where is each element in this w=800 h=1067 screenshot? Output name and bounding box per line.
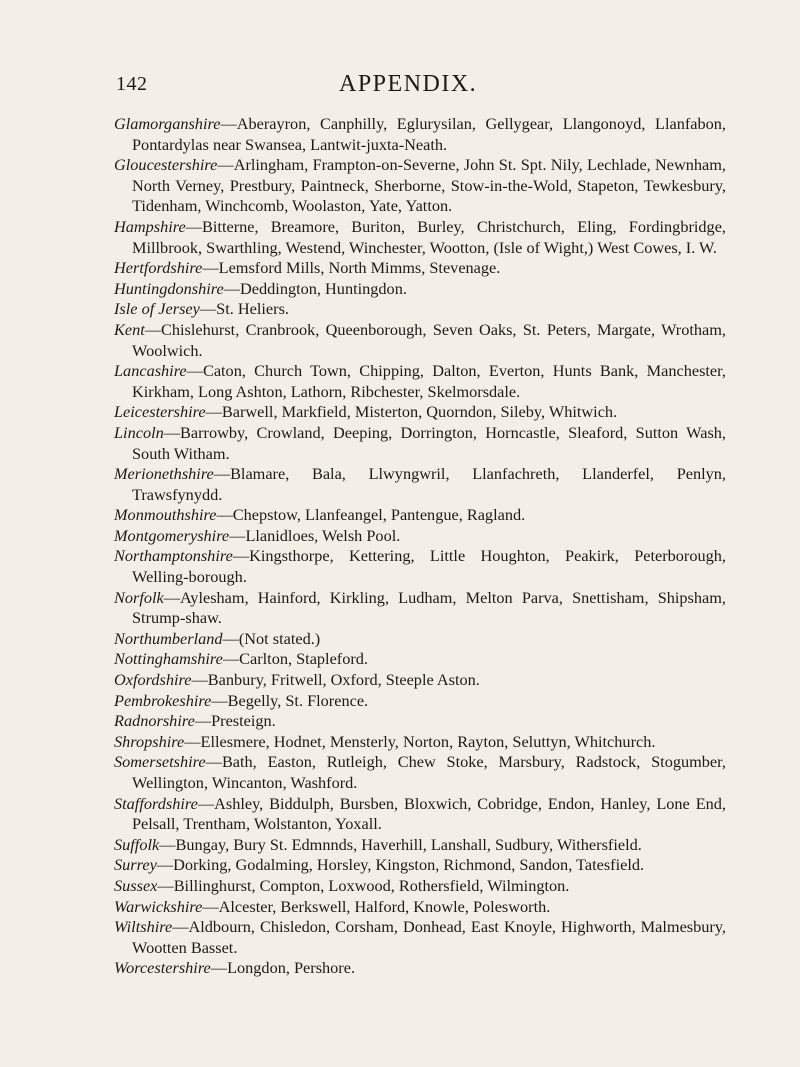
county-name: Sussex [114,875,158,895]
county-name: Merionethshire [114,464,214,484]
county-name: Warwickshire [114,896,203,916]
county-entry [114,588,726,629]
em-dash: — [220,114,237,133]
county-name: Lancashire [114,361,187,381]
place-list: Banbury, Fritwell, Oxford, Steeple Aston. [207,670,480,690]
county-entry [114,670,726,691]
place-list: Presteign. [211,711,276,731]
place-list: Lemsford Mills, North Mimms, Stevenage. [218,258,501,278]
place-list: Alcester, Berkswell, Halford, Knowle, Polesworth. [218,896,551,916]
county-entry [114,649,726,670]
place-list: Barwell, Markfield, Misterton, Quorndon, Sileby, Whitwich. [221,402,618,422]
county-name: Northamptonshire [114,546,233,566]
county-entry [114,732,726,753]
county-entry [114,958,726,979]
county-entry [114,320,726,361]
county-name: Norfolk [114,587,164,607]
place-list: Billinghurst, Compton, Loxwood, Rothersfield, Wilmington. [173,875,570,895]
county-name: Wiltshire [114,917,173,937]
county-entry [114,279,726,300]
em-dash: — [223,278,241,298]
county-entry [114,526,726,547]
page-title: APPENDIX. [339,71,478,97]
county-entry [114,114,726,155]
county-entry [114,629,726,650]
em-dash: — [205,752,222,772]
em-dash: — [159,834,176,854]
county-name: Kent [114,319,145,339]
county-name: Hampshire [114,216,186,236]
county-name: Huntingdonshire [114,278,224,298]
place-list: Aylesham, Hainford, Kirkling, Ludham, Melton Parva, Snettisham, Shipsham, Strump-shaw. [132,587,726,628]
county-name: Somersetshire [114,752,206,772]
em-dash: — [185,216,203,236]
place-list: Chepstow, Llanfeangel, Pantengue, Ragland. [232,505,526,525]
em-dash: — [184,731,201,751]
place-list: Bitterne, Breamore, Buriton, Burley, Christchurch, Eling, Fordingbridge, Millbrook, Swarthling, Westend, Winchester, Wootton, (Isle of Wight,) West Cowes, I. W. [132,216,726,257]
county-name: Worcestershire [114,958,211,978]
place-list: Carlton, Stapleford. [239,649,369,669]
em-dash: — [210,958,228,978]
em-dash: — [197,793,215,813]
county-name: Radnorshire [114,711,195,731]
county-name: Glamorganshire [114,114,221,133]
em-dash: — [202,258,219,278]
em-dash: — [157,875,174,895]
place-list: Aldbourn, Chisledon, Corsham, Donhead, East Knoyle, Highworth, Malmesbury, Wootten Basset. [132,917,726,957]
place-list: Dorking, Godalming, Horsley, Kingston, Richmond, Sandon, Tatesfield. [173,855,645,875]
county-entry [114,361,726,402]
em-dash: — [222,628,239,648]
county-name: Suffolk [114,834,160,854]
county-entry [114,423,726,464]
em-dash: — [205,402,222,422]
em-dash: — [229,525,246,545]
place-list: Ashley, Biddulph, Bursben, Bloxwich, Cobridge, Endon, Hanley, Lone End, Pelsall, Trentham, Wolstanton, Yoxall. [132,793,726,834]
place-list: Deddington, Huntingdon. [240,278,407,298]
place-list: Blamare, Bala, Llwyngwril, Llanfachreth, Llanderfel, Penlyn, Trawsfynydd. [132,464,726,504]
county-name: Shropshire [114,731,185,751]
em-dash: — [194,711,212,731]
county-name: Pembrokeshire [114,690,212,710]
county-name: Northumberland [114,628,223,648]
em-dash: — [186,361,203,381]
county-entry [114,258,726,279]
county-entry [114,794,726,835]
place-list: Bath, Easton, Rutleigh, Chew Stoke, Marsbury, Radstock, Stogumber, Wellington, Wincanton, Washford. [132,752,726,792]
place-list: Bungay, Bury St. Edmnnds, Haverhill, Lanshall, Sudbury, Withersfield. [175,834,642,854]
county-entry [114,711,726,732]
county-name: Leicestershire [114,402,206,422]
county-name: Staffordshire [114,793,198,813]
em-dash: — [163,422,181,442]
em-dash: — [216,505,233,525]
em-dash: — [222,649,240,669]
em-dash: — [163,587,181,607]
place-list: St. Heliers. [216,299,289,319]
place-list: Ellesmere, Hodnet, Mensterly, Norton, Rayton, Seluttyn, Whitchurch. [200,731,656,751]
em-dash: — [211,690,228,710]
place-list: Caton, Church Town, Chipping, Dalton, Everton, Hunts Bank, Manchester, Kirkham, Long Ashton, Lathorn, Ribchester, Skelmorsdale. [132,361,726,401]
county-name: Oxfordshire [114,670,192,690]
county-name: Nottinghamshire [114,649,223,669]
em-dash: — [172,917,189,937]
county-entry [114,505,726,526]
county-entry [114,217,726,258]
county-entry [114,299,726,320]
em-dash: — [232,546,250,566]
em-dash: — [199,299,217,319]
county-name: Lincoln [114,422,164,442]
county-name: Monmouthshire [114,505,217,525]
county-name: Gloucestershire [114,155,218,175]
running-head [116,73,740,103]
county-entry [114,917,726,958]
em-dash: — [191,670,208,690]
county-entry [114,691,726,712]
page-number: 142 [116,73,148,95]
place-list: Longdon, Pershore. [227,958,356,978]
place-list: Arlingham, Frampton-on-Severne, John St. Spt. Nily, Lechlade, Newnham, North Verney, Prestbury, Paintneck, Sherborne, Stow-in-the-Wold, Stapeton, Tewkesbury, Tidenham, Winchcomb, Woolaston, Yate, Yatton. [132,155,726,216]
place-list: (Not stated.) [238,628,321,648]
county-entry [114,402,726,423]
em-dash: — [156,855,174,875]
county-entry [114,855,726,876]
county-name: Montgomeryshire [114,525,230,545]
county-entry [114,876,726,897]
place-list: Begelly, St. Florence. [227,690,369,710]
place-list: Chislehurst, Cranbrook, Queenborough, Seven Oaks, St. Peters, Margate, Wrotham, Woolwich. [132,319,726,360]
county-entry [114,464,726,505]
county-entry [114,546,726,587]
place-list: Llanidloes, Welsh Pool. [245,525,401,545]
em-dash: — [202,896,219,916]
em-dash: — [217,155,234,175]
county-list [114,114,726,979]
em-dash: — [213,464,231,484]
county-name: Surrey [114,855,157,875]
place-list: Aberayron, Canphilly, Eglurysilan, Gellygear, Llangonoyd, Llanfabon, Pontardylas near Swansea, Lantwit-juxta-Neath. [132,114,726,154]
county-entry [114,897,726,918]
place-list: Barrowby, Crowland, Deeping, Dorrington, Horncastle, Sleaford, Sutton Wash, South Witham. [132,422,726,463]
county-entry [114,835,726,856]
em-dash: — [144,319,162,339]
county-entry [114,752,726,793]
place-list: Kingsthorpe, Kettering, Little Houghton, Peakirk, Peterborough, Welling-borough. [132,546,726,587]
county-name: Hertfordshire [114,258,203,278]
county-entry [114,155,726,217]
county-name: Isle of Jersey [114,299,200,319]
